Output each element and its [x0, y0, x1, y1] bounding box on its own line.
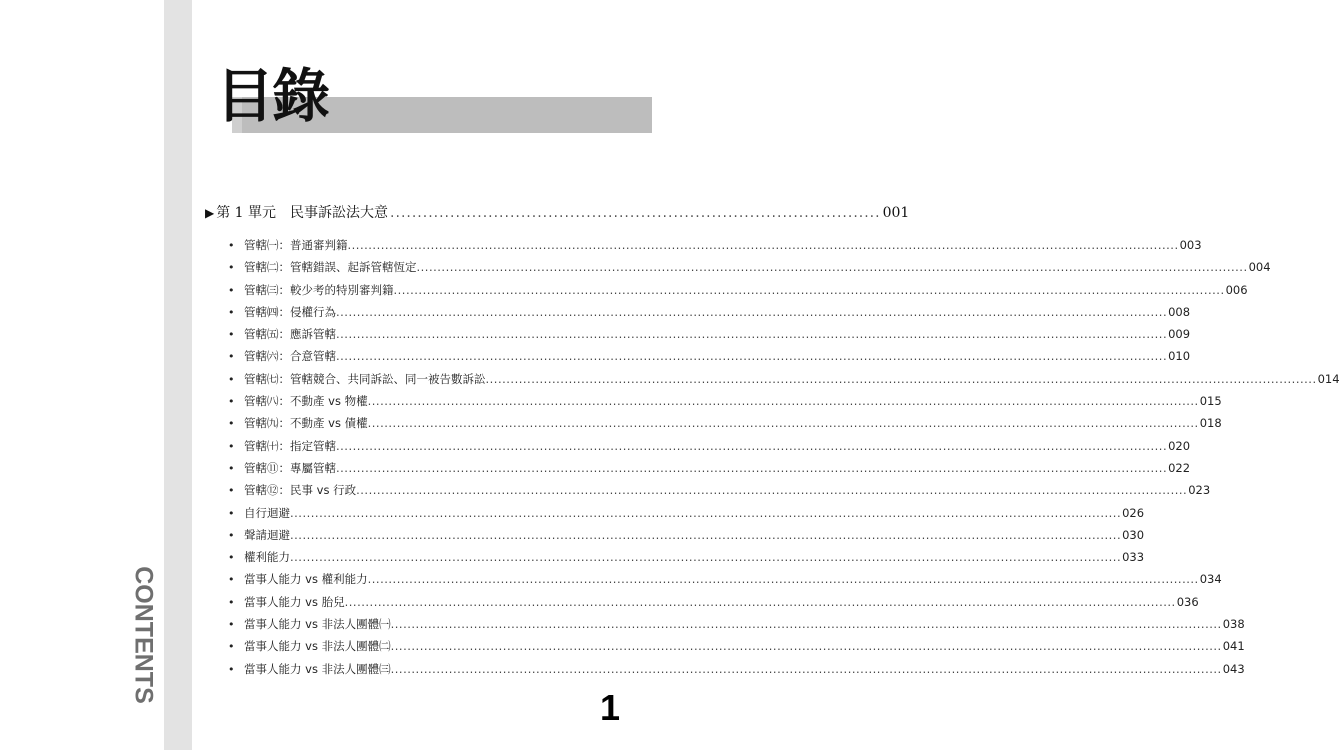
leader-dots: ........................................................................................................................................................................................................	[390, 661, 1222, 676]
leader-dots: ........................................................................................................................................................................................................	[336, 460, 1168, 475]
bullet-icon: •	[228, 551, 235, 565]
toc-entry-page: 010	[1168, 349, 1191, 364]
toc-entry-label: 管轄㈧：不動產 vs 物權	[244, 394, 368, 409]
toc-entry-page: 033	[1122, 550, 1145, 565]
bullet-icon: •	[228, 618, 235, 632]
bullet-icon: •	[228, 283, 235, 297]
leader-dots: ........................................................................................................................................................................................................	[416, 260, 1248, 275]
toc-entry-page: 043	[1222, 661, 1245, 676]
toc-entry[interactable]	[228, 301, 1191, 323]
toc-entry-page: 023	[1188, 483, 1211, 498]
leader-dots: ........................................................................................................................................................................................................	[336, 349, 1168, 364]
leader-dots: ........................................................................................................................................................................................................	[390, 639, 1222, 654]
toc-entry-label: 當事人能力 vs 非法人團體㈢	[244, 661, 391, 676]
toc-entry-page: 014	[1317, 371, 1340, 386]
bullet-icon: •	[228, 305, 235, 319]
leader-dots: ........................................................................................................................................................................................................	[367, 572, 1199, 587]
toc-entry-label: 當事人能力 vs 胎兒	[244, 594, 345, 609]
toc-entry[interactable]	[228, 524, 1145, 546]
unit-title: 民事訴訟法大意	[290, 205, 389, 221]
toc-entry-page: 026	[1122, 505, 1145, 520]
leader-dots: ........................................................................................................................................................................................................	[290, 527, 1122, 542]
bullet-icon: •	[228, 395, 235, 409]
leader-dots: ........................................................................................................................................................................................................	[344, 594, 1176, 609]
bullet-icon: •	[228, 350, 235, 364]
toc-entry-page: 008	[1168, 304, 1191, 319]
toc-entry[interactable]	[228, 591, 1199, 613]
toc-entry-label: 聲請迴避	[244, 527, 290, 542]
toc-entry-label: 當事人能力 vs 非法人團體㈡	[244, 639, 391, 654]
leader-dots: ........................................................................................................................................................................................................	[390, 617, 1222, 632]
bullet-icon: •	[228, 595, 235, 609]
leader-dots: ........................................................................................................................................................................................................	[393, 282, 1225, 297]
bullet-icon: •	[228, 439, 235, 453]
toc-entry-label: 管轄㈥：合意管轄	[244, 349, 336, 364]
toc-entry-page: 004	[1248, 260, 1271, 275]
leader-dots: ........................................................................................................................................................................................................	[356, 483, 1188, 498]
toc-entry-page: 006	[1225, 282, 1248, 297]
toc-entry[interactable]	[228, 502, 1145, 524]
toc-entry-page: 036	[1176, 594, 1199, 609]
toc-entry-page: 030	[1122, 527, 1145, 542]
bullet-icon: •	[228, 662, 235, 676]
toc-entry[interactable]	[228, 479, 1211, 501]
toc-entry-label: 管轄㈤：應訴管轄	[244, 327, 336, 342]
toc-entry-page: 041	[1222, 639, 1245, 654]
toc-entry-label: 管轄㈣：侵權行為	[244, 304, 336, 319]
toc-entry-label: 管轄㈦：管轄競合、共同訴訟、同一被告數訴訟	[244, 371, 486, 386]
bullet-icon: •	[228, 484, 235, 498]
side-strip	[164, 0, 192, 750]
leader-dots: ........................................................................................................................................................................................................	[367, 394, 1199, 409]
bullet-icon: •	[228, 328, 235, 342]
toc-entry[interactable]	[228, 234, 1202, 256]
toc-entry-page: 003	[1179, 238, 1202, 252]
toc-entry[interactable]	[228, 613, 1245, 635]
leader-dots: ........................................................................................................................................................................................................	[347, 238, 1179, 252]
toc-entry-label: 當事人能力 vs 權利能力	[244, 572, 368, 587]
toc-entry[interactable]	[228, 279, 1248, 301]
toc-entry[interactable]	[228, 635, 1245, 657]
toc-entry-page: 038	[1222, 617, 1245, 632]
contents-side-label-wrap	[126, 566, 160, 704]
toc-entry-page: 034	[1199, 572, 1222, 587]
toc-entry-label: 自行迴避	[244, 505, 290, 520]
unit-heading[interactable]	[205, 203, 910, 223]
leader-dots: ........................................................................................................................................................................................................	[485, 371, 1317, 386]
toc-entry-page: 018	[1199, 416, 1222, 431]
toc-entry-label: 管轄㈨：不動產 vs 債權	[244, 416, 368, 431]
toc-entry-label: 管轄㈢：較少考的特別審判籍	[244, 282, 394, 297]
bullet-icon: •	[228, 640, 235, 654]
unit-page: 001	[882, 205, 910, 221]
unit-arrow-icon: ▶	[205, 206, 215, 220]
leader-dots: ........................................................................................................................................................................................................	[290, 505, 1122, 520]
toc-list	[228, 234, 1340, 680]
toc-entry[interactable]	[228, 546, 1145, 568]
bullet-icon: •	[228, 417, 235, 431]
toc-entry[interactable]	[228, 368, 1340, 390]
leader-dots: ........................................................................................................................................................................................................	[290, 550, 1122, 565]
unit-label: 第 1 單元	[216, 205, 277, 221]
bullet-icon: •	[228, 506, 235, 520]
leader-dots: ........................................................................................................................................................................................................	[367, 416, 1199, 431]
toc-entry-page: 009	[1168, 327, 1191, 342]
toc-entry-label: 權利能力	[244, 550, 290, 565]
toc-entry[interactable]	[228, 345, 1191, 367]
toc-entry[interactable]	[228, 658, 1245, 680]
toc-entry[interactable]	[228, 568, 1222, 590]
toc-entry[interactable]	[228, 390, 1222, 412]
bullet-icon: •	[228, 461, 235, 475]
leader-dots: ........................................................................................................................................................................................................	[336, 438, 1168, 453]
bullet-icon: •	[228, 573, 235, 587]
toc-entry-label: 管轄㈡：管轄錯誤、起訴管轄恆定	[244, 260, 417, 275]
toc-entry-page: 020	[1168, 438, 1191, 453]
toc-entry[interactable]	[228, 323, 1191, 345]
toc-entry-page: 015	[1199, 394, 1222, 409]
bullet-icon: •	[228, 239, 235, 252]
toc-entry[interactable]	[228, 457, 1191, 479]
page-number: 1	[600, 687, 621, 728]
leader-dots: ........................................................................................................................................................................................................	[336, 327, 1168, 342]
toc-entry-label: 管轄⑫：民事 vs 行政	[244, 483, 357, 498]
bullet-icon: •	[228, 261, 235, 275]
toc-entry-label: 當事人能力 vs 非法人團體㈠	[244, 617, 391, 632]
leader-dots: ........................................................................................................................................................................................................	[336, 304, 1168, 319]
bullet-icon: •	[228, 528, 235, 542]
unit-leader-dots: ..........................................................................................	[390, 205, 881, 221]
toc-entry-label: 管轄㈩：指定管轄	[244, 438, 336, 453]
contents-side-label: CONTENTS	[129, 566, 158, 704]
toc-entry-label: 管轄⑪：專屬管轄	[244, 460, 336, 475]
toc-entry[interactable]	[228, 435, 1191, 457]
page-title: 目錄	[216, 62, 329, 130]
toc-entry[interactable]	[228, 256, 1271, 278]
toc-entry-label: 管轄㈠：普通審判籍	[244, 238, 348, 252]
toc-entry-page: 022	[1168, 460, 1191, 475]
toc-entry[interactable]	[228, 412, 1222, 434]
bullet-icon: •	[228, 372, 235, 386]
